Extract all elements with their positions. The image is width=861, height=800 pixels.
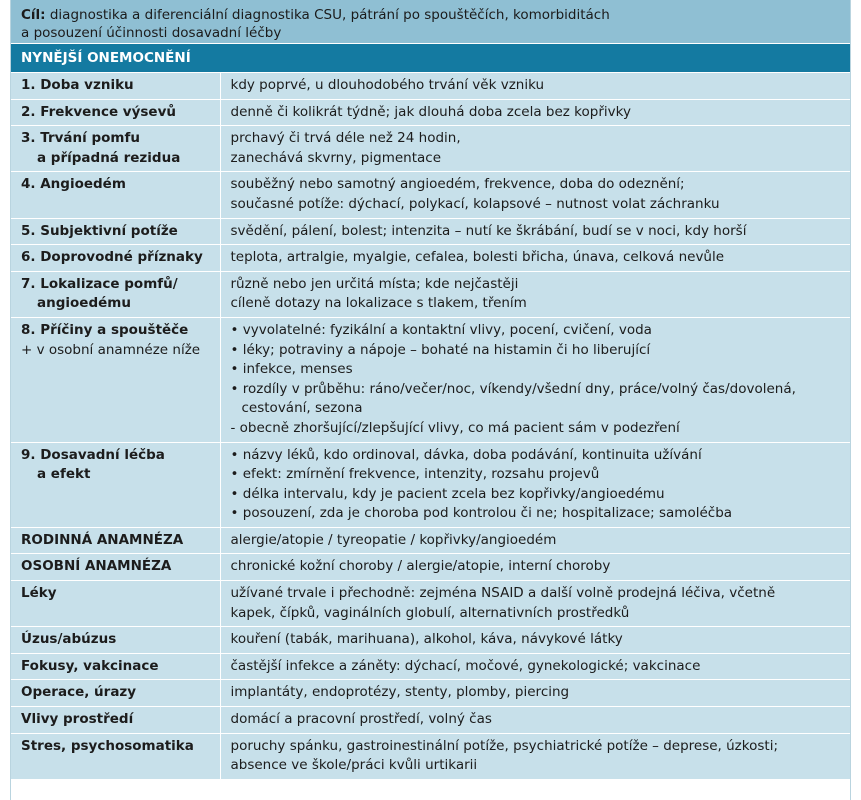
row-content-line: denně či kolikrát týdně; jak dlouhá doba zcela bez kopřivky (230, 103, 631, 120)
row-label-line: 2. Frekvence výsevů (21, 103, 176, 120)
table-row (11, 680, 850, 707)
row-label-line: 1. Doba vzniku (21, 77, 134, 93)
row-content-line: • názvy léků, kdo ordinoval, dávka, doba podávání, kontinuita užívání (230, 446, 702, 463)
row-content-line: častější infekce a záněty: dýchací, močové, gynekologické; vakcinace (230, 657, 701, 674)
row-label-note: + v osobní anamnéze níže (21, 341, 201, 358)
row-content (220, 218, 850, 245)
row-content-line: • efekt: zmírnění frekvence, intenzity, rozsahu projevů (230, 466, 600, 483)
row-content-line: • vyvolatelné: fyzikální a kontaktní vlivy, pocení, cvičení, voda (230, 321, 652, 338)
row-label-line: a případná rezidua (37, 149, 181, 166)
row-label-line: a efekt (37, 466, 91, 483)
row-label-line: angioedému (37, 295, 131, 312)
table-row (11, 218, 850, 245)
goal-text-line-1: diagnostika a diferenciální diagnostika CSU, pátrání po spouštěčích, komorbiditách (49, 7, 610, 23)
row-content-line: absence ve škole/práci kvůli urtikarii (230, 757, 478, 774)
rows-table (11, 73, 850, 780)
row-content-line: svědění, pálení, bolest; intenzita – nutí ke škrábání, budí se v noci, kdy horší (230, 222, 747, 239)
row-label-line: OSOBNÍ ANAMNÉZA (21, 558, 172, 575)
row-content (220, 99, 850, 126)
row-label-line: Léky (21, 585, 57, 602)
row-label-line: 8. Příčiny a spouštěče (21, 321, 189, 338)
row-label-line: 3. Trvání pomfu (21, 130, 140, 147)
row-content-line: cestování, sezona (241, 400, 363, 417)
row-content (220, 73, 850, 99)
goal-text-line-2: a posouzení účinnosti dosavadní léčby (21, 25, 282, 41)
row-label (11, 73, 220, 99)
row-content (220, 733, 850, 779)
row-content-line: • délka intervalu, kdy je pacient zcela bez kopřivky/angioedému (230, 485, 665, 502)
row-content-line: různě nebo jen určitá místa; kde nejčastěji (230, 275, 519, 292)
row-content-line: kapek, čípků, vaginálních globulí, alternativních prostředků (230, 604, 630, 621)
row-label-line: Operace, úrazy (21, 684, 137, 701)
row-content-line: prchavý či trvá déle než 24 hodin, (230, 130, 461, 147)
row-content-line: implantáty, endoprotézy, stenty, plomby, piercing (230, 684, 570, 701)
table-row (11, 126, 850, 172)
row-content-line: teplota, artralgie, myalgie, cefalea, bolesti břicha, únava, celková nevůle (230, 249, 725, 266)
table-row (11, 554, 850, 581)
table-row (11, 581, 850, 627)
row-content (220, 627, 850, 654)
row-label (11, 527, 220, 554)
row-content-line: cíleně dotazy na lokalizace s tlakem, třením (230, 295, 527, 312)
row-label (11, 126, 220, 172)
row-content (220, 245, 850, 272)
row-content (220, 653, 850, 680)
row-label-line: Vlivy prostředí (21, 711, 134, 728)
row-label (11, 172, 220, 218)
goal-label: Cíl: (21, 7, 46, 23)
table-row (11, 627, 850, 654)
row-label (11, 680, 220, 707)
row-content (220, 317, 850, 442)
table-row (11, 245, 850, 272)
row-content-line: alergie/atopie / tyreopatie / kopřivky/angioedém (230, 531, 557, 548)
row-label (11, 245, 220, 272)
row-label (11, 317, 220, 442)
row-content-line: • rozdíly v průběhu: ráno/večer/noc, víkendy/všední dny, práce/volný čas/dovolená, (230, 380, 796, 397)
anamnesis-table (10, 0, 851, 800)
row-content (220, 707, 850, 734)
row-label-line: 6. Doprovodné příznaky (21, 249, 203, 266)
row-label (11, 581, 220, 627)
row-content (220, 442, 850, 527)
table-row (11, 442, 850, 527)
row-content-line: zanechává skvrny, pigmentace (230, 149, 442, 166)
section-header: NYNĚJŠÍ ONEMOCNĚNÍ (11, 44, 850, 73)
row-content (220, 581, 850, 627)
row-label-line: Fokusy, vakcinace (21, 657, 159, 674)
row-content-line: současné potíže: dýchací, polykací, kolapsové – nutnost volat záchranku (230, 195, 720, 212)
row-label (11, 707, 220, 734)
row-label-line: Úzus/abúzus (21, 631, 117, 648)
row-label (11, 627, 220, 654)
table-row (11, 707, 850, 734)
row-content (220, 126, 850, 172)
row-label-line: 9. Dosavadní léčba (21, 446, 165, 463)
table-row (11, 733, 850, 779)
row-label (11, 653, 220, 680)
row-label (11, 554, 220, 581)
row-label-line: Stres, psychosomatika (21, 737, 194, 754)
row-content-line: • posouzení, zda je choroba pod kontrolou či ne; hospitalizace; samoléčba (230, 505, 733, 522)
row-content-line: poruchy spánku, gastroinestinální potíže, psychiatrické potíže – deprese, úzkosti; (230, 737, 778, 754)
table-row (11, 317, 850, 442)
row-content (220, 271, 850, 317)
row-content (220, 172, 850, 218)
row-content-line: užívané trvale i přechodně: zejména NSAID a další volně prodejná léčiva, včetně (230, 585, 776, 602)
row-content-line: chronické kožní choroby / alergie/atopie, interní choroby (230, 558, 611, 575)
row-content-line: • léky; potraviny a nápoje – bohaté na histamin či ho liberující (230, 341, 651, 358)
row-label (11, 271, 220, 317)
row-label (11, 733, 220, 779)
table-row (11, 527, 850, 554)
row-content-line: - obecně zhoršující/zlepšující vlivy, co má pacient sám v podezření (230, 419, 680, 436)
table-row (11, 99, 850, 126)
row-content (220, 527, 850, 554)
row-label-line: RODINNÁ ANAMNÉZA (21, 531, 184, 548)
row-content (220, 554, 850, 581)
row-label-line: 5. Subjektivní potíže (21, 222, 178, 239)
row-content-line: souběžný nebo samotný angioedém, frekvence, doba do odeznění; (230, 176, 685, 193)
goal-box (11, 0, 850, 44)
table-row (11, 73, 850, 99)
row-content-line: kouření (tabák, marihuana), alkohol, káva, návykové látky (230, 631, 623, 648)
row-content-line: domácí a pracovní prostředí, volný čas (230, 711, 492, 728)
table-row (11, 271, 850, 317)
row-label (11, 442, 220, 527)
row-label (11, 99, 220, 126)
row-content (220, 680, 850, 707)
row-label (11, 218, 220, 245)
row-content-line: kdy poprvé, u dlouhodobého trvání věk vzniku (230, 77, 545, 93)
table-row (11, 653, 850, 680)
row-label-line: 4. Angioedém (21, 176, 126, 193)
table-row (11, 172, 850, 218)
row-label-line: 7. Lokalizace pomfů/ (21, 275, 178, 292)
row-content-line: • infekce, menses (230, 361, 353, 378)
